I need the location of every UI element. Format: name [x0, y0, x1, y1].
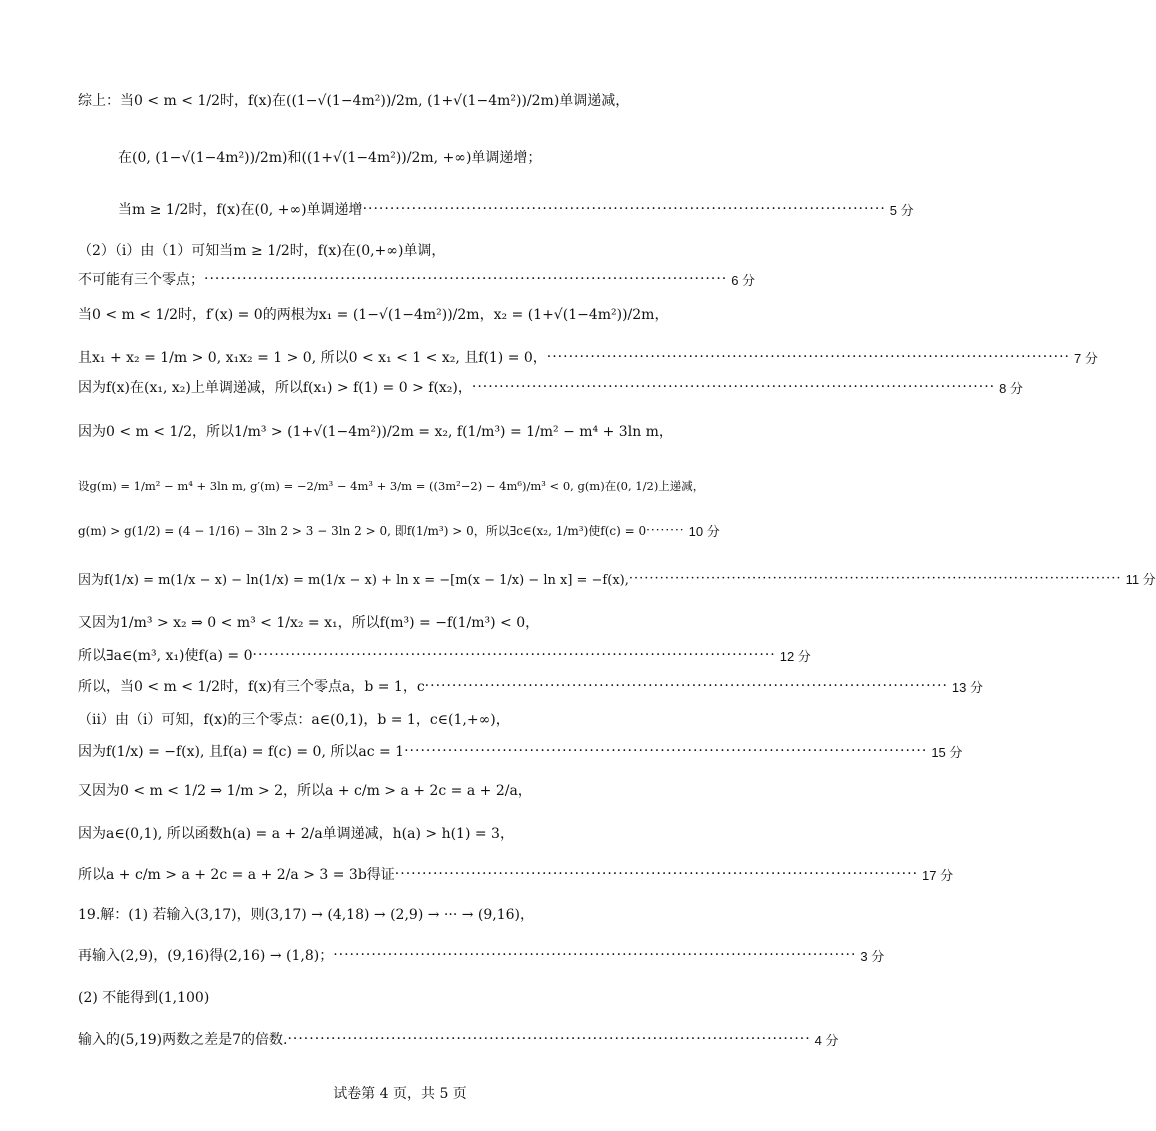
dot-leader: ········: [646, 523, 685, 537]
dot-leader: ································································································: [424, 678, 948, 694]
line-5: [78, 268, 756, 290]
line-20: [78, 856, 954, 892]
line-4-text: （2）（i）由（1）可知当m ≥ 1/2时，f(x)在(0,+∞)单调，: [78, 243, 446, 259]
points-label: 17 分: [922, 867, 954, 883]
line-21: [78, 902, 718, 926]
line-18: [78, 772, 718, 808]
line-13-text: 又因为1/m³ > x₂ ⇒ 0 < m³ < 1/x₂ = x₁，所以f(m³) = −f(1/m³) < 0，: [78, 615, 540, 631]
line-6: [78, 296, 718, 332]
line-13: [78, 605, 718, 639]
line-6-text: 当0 < m < 1/2时，f′(x) = 0的两根为x₁ = (1−√(1−4m²))/2m，x₂ = (1+√(1−4m²))/2m，: [78, 307, 669, 323]
line-16-text: （ii）由（i）可知，f(x)的三个零点：a∈(0,1)，b = 1，c∈(1,+∞)，: [78, 712, 510, 728]
line-23-text: (2) 不能得到(1,100): [78, 990, 210, 1006]
line-16: [78, 708, 718, 730]
points-label: 13 分: [951, 679, 983, 695]
line-22: [78, 943, 885, 967]
dot-leader: ································································································: [362, 201, 886, 217]
line-22-text: 再输入(2,9)，(9,16)得(2,16) → (1,8)；: [78, 948, 334, 964]
points-label: 8 分: [999, 380, 1023, 396]
line-2-text: 在(0, (1−√(1−4m²))/2m)和((1+√(1−4m²))/2m, +∞)单调递增；: [118, 150, 542, 166]
points-label: 11 分: [1125, 571, 1156, 587]
points-label: 6 分: [731, 272, 756, 288]
dot-leader: ································································································: [204, 271, 728, 287]
line-24-text: 输入的(5,19)两数之差是7的倍数.: [78, 1032, 288, 1048]
line-15-text: 所以，当0 < m < 1/2时，f(x)有三个零点a，b = 1，c: [78, 679, 425, 695]
line-19-text: 因为a∈(0,1), 所以函数h(a) = a + 2/a单调递减，h(a) > h(1) = 3，: [78, 826, 514, 842]
line-21-text: 19.解：(1) 若输入(3,17)，则(3,17) → (4,18) → (2,9) → ··· → (9,16)，: [78, 907, 534, 923]
page-footer: 试卷第 4 页，共 5 页: [333, 1086, 467, 1102]
line-23: [78, 985, 718, 1009]
line-18-text: 又因为0 < m < 1/2 ⇒ 1/m > 2，所以a + c/m > a + 2c = a + 2/a，: [78, 783, 532, 799]
line-20-text: 所以a + c/m > a + 2c = a + 2/a > 3 = 3b得证: [78, 867, 395, 883]
line-12: [78, 560, 1156, 596]
line-7-text: 且x₁ + x₂ = 1/m > 0, x₁x₂ = 1 > 0, 所以0 < x₁ < 1 < x₂, 且f(1) = 0，: [78, 350, 547, 366]
line-17: [78, 735, 963, 767]
line-7: [78, 342, 1098, 372]
points-label: 10 分: [688, 523, 720, 539]
dot-leader: ································································································: [333, 947, 857, 963]
line-8: [78, 375, 1023, 399]
line-9: [78, 413, 718, 449]
line-14: [78, 643, 811, 667]
dot-leader: ································································································: [546, 349, 1070, 365]
line-10: [78, 468, 718, 504]
points-label: 15 分: [931, 744, 963, 760]
line-15: [78, 670, 983, 702]
points-label: 4 分: [814, 1032, 839, 1048]
dot-leader: ································································································: [404, 743, 928, 759]
points-label: 3 分: [860, 948, 885, 964]
line-5-text: 不可能有三个零点；: [78, 272, 204, 288]
points-label: 5 分: [889, 202, 914, 218]
line-10-text: 设g(m) = 1/m² − m⁴ + 3ln m, g′(m) = −2/m³ − 4m³ + 3/m = ((3m²−2) − 4m⁶)/m³ < 0, g(m)在(0, 1/2)上递减，: [78, 479, 705, 493]
line-3-text: 当m ≥ 1/2时，f(x)在(0, +∞)单调递增: [118, 202, 363, 218]
line-11: [78, 512, 718, 548]
line-1: [78, 78, 718, 122]
dot-leader: ································································································: [628, 570, 1122, 586]
line-4: [78, 235, 718, 265]
line-2: [118, 135, 718, 179]
points-label: 12 分: [779, 648, 811, 664]
line-24: [78, 1027, 839, 1051]
dot-leader: ································································································: [252, 647, 776, 663]
dot-leader: ································································································: [287, 1031, 811, 1047]
line-12-text: 因为f(1/x) = m(1/x − x) − ln(1/x) = m(1/x − x) + ln x = −[m(x − 1/x) − ln x] = −f(x),: [78, 572, 629, 588]
line-8-text: 因为f(x)在(x₁, x₂)上单调递减，所以f(x₁) > f(1) = 0 > f(x₂)，: [78, 380, 472, 396]
line-14-text: 所以∃a∈(m³, x₁)使f(a) = 0: [78, 648, 253, 664]
line-1-text: 综上：当0 < m < 1/2时，f(x)在((1−√(1−4m²))/2m, (1+√(1−4m²))/2m)单调递减，: [78, 93, 630, 109]
dot-leader: ································································································: [471, 379, 996, 395]
line-3: [118, 193, 914, 225]
points-label: 7 分: [1074, 350, 1098, 366]
line-17-text: 因为f(1/x) = −f(x), 且f(a) = f(c) = 0, 所以ac = 1: [78, 744, 405, 760]
line-9-text: 因为0 < m < 1/2，所以1/m³ > (1+√(1−4m²))/2m = x₂, f(1/m³) = 1/m² − m⁴ + 3ln m，: [78, 424, 673, 440]
line-11-text: g(m) > g(1/2) = (4 − 1/16) − 3ln 2 > 3 − 3ln 2 > 0, 即f(1/m³) > 0，所以∃c∈(x₂, 1/m³)使f(c) = 0: [78, 523, 647, 538]
line-19: [78, 815, 718, 851]
dot-leader: ································································································: [394, 866, 919, 882]
